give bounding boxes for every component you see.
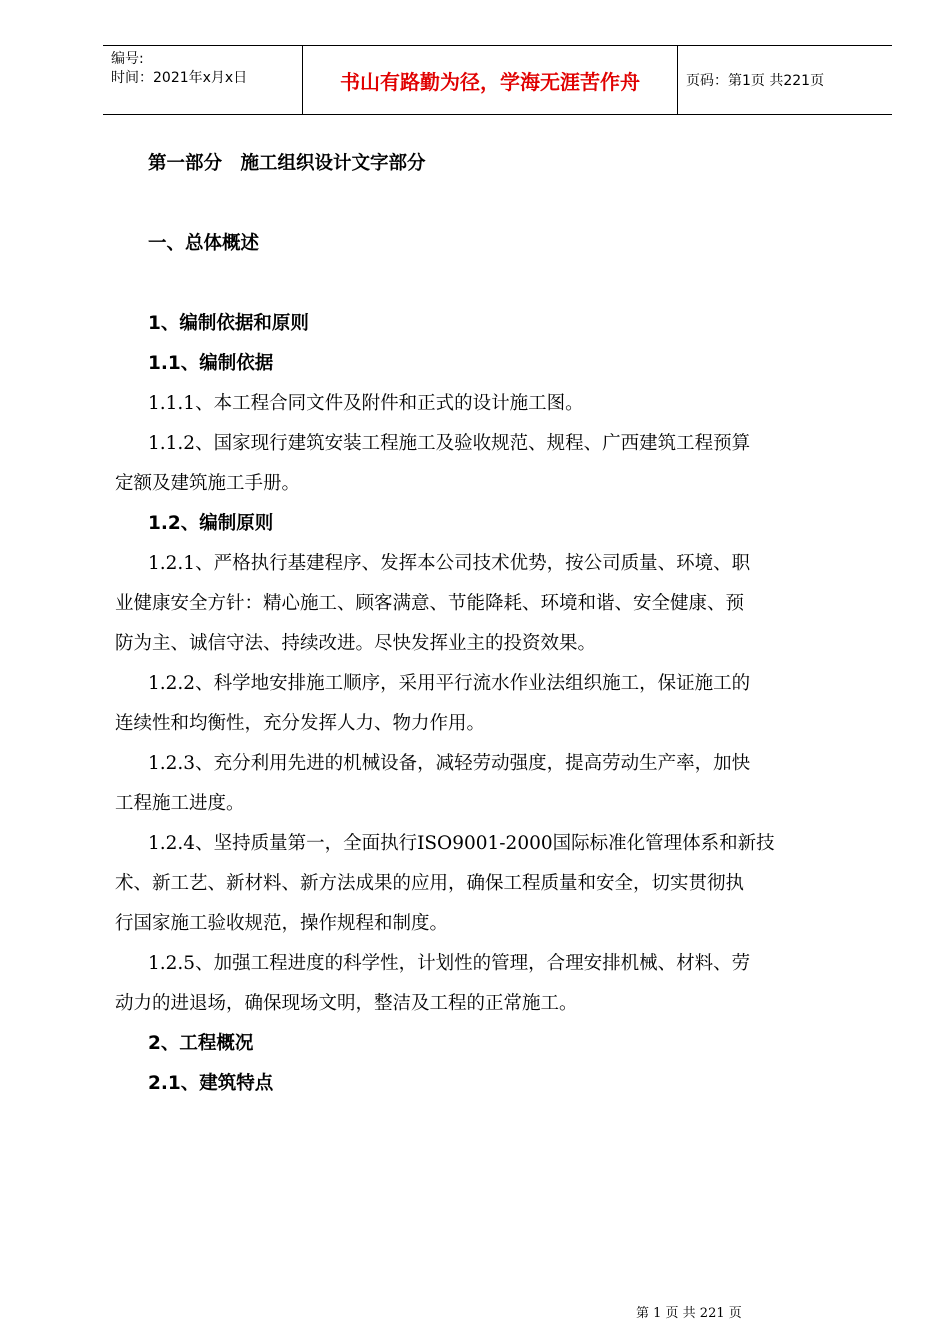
part-title: 第一部分 施工组织设计文字部分 bbox=[148, 153, 426, 174]
header-motto: 书山有路勤为径，学海无涯苦作舟 bbox=[303, 46, 678, 114]
paragraph-122-line1: 1.2.2、科学地安排施工顺序，采用平行流水作业法组织施工，保证施工的 bbox=[148, 673, 751, 694]
paragraph-124-line1: 1.2.4、坚持质量第一，全面执行ISO9001-2000国际标准化管理体系和新技 bbox=[148, 833, 775, 854]
paragraph-121-line1: 1.2.1、严格执行基建程序、发挥本公司技术优势，按公司质量、环境、职 bbox=[148, 553, 751, 574]
page-footer: 第 1 页 共 221 页 bbox=[636, 1306, 742, 1321]
section-title: 一、总体概述 bbox=[148, 233, 260, 254]
paragraph-125-line2: 动力的进退场，确保现场文明，整洁及工程的正常施工。 bbox=[115, 993, 578, 1014]
time-label: 时间：2021年x月x日 bbox=[111, 70, 248, 86]
paragraph-121-line2: 业健康安全方针：精心施工、顾客满意、节能降耗、环境和谐、安全健康、预 bbox=[115, 593, 745, 614]
heading-1-1: 1.1、编制依据 bbox=[148, 353, 274, 374]
header-meta bbox=[103, 46, 303, 114]
paragraph-112-line1: 1.1.2、国家现行建筑安装工程施工及验收规范、规程、广西建筑工程预算 bbox=[148, 433, 751, 454]
paragraph-124-line3: 行国家施工验收规范，操作规程和制度。 bbox=[115, 913, 449, 934]
paragraph-112-line2: 定额及建筑施工手册。 bbox=[115, 473, 301, 494]
paragraph-125-line1: 1.2.5、加强工程进度的科学性，计划性的管理，合理安排机械、材料、劳 bbox=[148, 953, 751, 974]
page-header bbox=[103, 45, 892, 115]
header-page-label: 页码：第1页 共221页 bbox=[686, 73, 825, 89]
paragraph-123-line1: 1.2.3、充分利用先进的机械设备，减轻劳动强度，提高劳动生产率，加快 bbox=[148, 753, 751, 774]
paragraph-124-line2: 术、新工艺、新材料、新方法成果的应用，确保工程质量和安全，切实贯彻执 bbox=[115, 873, 745, 894]
heading-2: 2、工程概况 bbox=[148, 1033, 254, 1054]
paragraph-121-line3: 防为主、诚信守法、持续改进。尽快发挥业主的投资效果。 bbox=[115, 633, 597, 654]
paragraph-122-line2: 连续性和均衡性，充分发挥人力、物力作用。 bbox=[115, 713, 486, 734]
heading-1-2: 1.2、编制原则 bbox=[148, 513, 274, 534]
paragraph-123-line2: 工程施工进度。 bbox=[115, 793, 245, 814]
document-body bbox=[115, 144, 885, 1104]
paragraph-111: 1.1.1、本工程合同文件及附件和正式的设计施工图。 bbox=[148, 393, 584, 414]
number-label: 编号: bbox=[111, 51, 144, 67]
heading-1: 1、编制依据和原则 bbox=[148, 313, 309, 334]
heading-2-1: 2.1、建筑特点 bbox=[148, 1073, 274, 1094]
